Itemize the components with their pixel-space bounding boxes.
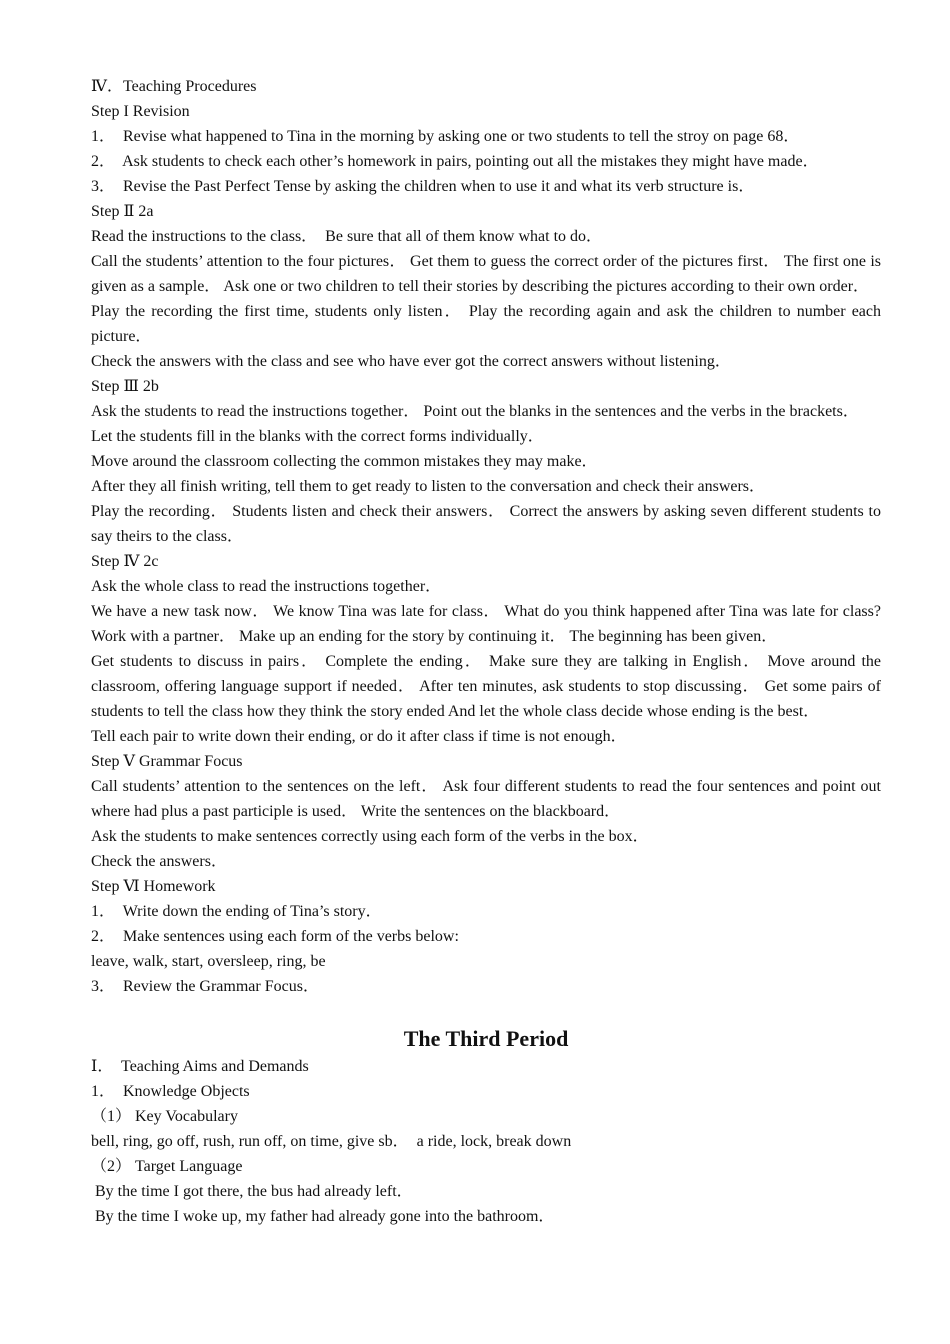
revision-item-1: 1． Revise what happened to Tina in the morning by asking one or two students to tell the stroy on page 68． <box>91 128 800 145</box>
text-line: Tell each pair to write down their ending, or do it after class if time is not enough． <box>91 728 627 745</box>
homework-item-1: 1． Write down the ending of Tina’s story． <box>91 903 382 920</box>
step-2-heading: Step Ⅱ 2a <box>91 203 154 220</box>
example-sentence: By the time I got there, the bus had already left． <box>91 1183 413 1200</box>
paragraph: Play the recording the first time, students only listen． Play the recording again and ask the children to number each picture． <box>91 303 881 345</box>
key-vocabulary-heading: （1） Key Vocabulary <box>91 1108 238 1125</box>
text-line: Ask the whole class to read the instructions together． <box>91 578 442 595</box>
verb-list: leave, walk, start, oversleep, ring, be <box>91 953 326 970</box>
vocabulary-list: bell, ring, go off, rush, run off, on time, give sb． a ride, lock, break down <box>91 1133 572 1150</box>
paragraph: Play the recording． Students listen and check their answers． Correct the answers by asking seven different students to say theirs to the class． <box>91 503 881 545</box>
paragraph: We have a new task now． We know Tina was late for class． What do you think happened after Tina was late for class?Work with a partner． Make up an ending for the story by continuing it． The beginning has been given． <box>91 603 881 645</box>
knowledge-objects: 1． Knowledge Objects <box>91 1083 250 1100</box>
step-4-heading: Step Ⅳ 2c <box>91 553 159 570</box>
section-title: The Third Period <box>403 1026 569 1051</box>
paragraph: Get students to discuss in pairs． Complete the ending． Make sure they are talking in English． Move around the classroom, offering language support if needed． After ten minutes, ask students to stop discussing． Get some pairs of students to tell the class how they think the story ended And let the whole class decide whose ending is the best． <box>91 653 881 720</box>
paragraph: Call the students’ attention to the four pictures． Get them to guess the correct order of the pictures first． The first one is given as a sample． Ask one or two children to tell their stories by describing the pictures according to their own order． <box>91 253 882 295</box>
text-line: Check the answers． <box>91 853 227 870</box>
document-page <box>91 74 881 1229</box>
paragraph: Call students’ attention to the sentences on the left． Ask four different students to read the four sentences and point out where had plus a past participle is used． Write the sentences on the blackboard． <box>91 778 881 820</box>
homework-item-2: 2． Make sentences using each form of the verbs below: <box>91 928 459 945</box>
step-6-heading: Step Ⅵ Homework <box>91 878 216 895</box>
text-line: Check the answers with the class and see who have ever got the correct answers without listening． <box>91 353 731 370</box>
heading-teaching-procedures: Ⅳ．Teaching Procedures <box>91 78 257 95</box>
target-language-heading: （2） Target Language <box>91 1158 243 1175</box>
text-line: After they all finish writing, tell them to get ready to listen to the conversation and check their answers． <box>91 478 766 495</box>
revision-item-3: 3． Revise the Past Perfect Tense by asking the children when to use it and what its verb structure is． <box>91 178 755 195</box>
step-5-heading: Step Ⅴ Grammar Focus <box>91 753 243 770</box>
paragraph: Ask the students to read the instructions together． Point out the blanks in the sentences and the verbs in the brackets． <box>91 403 859 420</box>
revision-item-2: 2． Ask students to check each other’s homework in pairs, pointing out all the mistakes they might have made． <box>91 153 819 170</box>
example-sentence: By the time I woke up, my father had already gone into the bathroom． <box>91 1208 555 1225</box>
text-line: Move around the classroom collecting the common mistakes they may make． <box>91 453 598 470</box>
text-line: Ask the students to make sentences correctly using each form of the verbs in the box． <box>91 828 649 845</box>
step-1-heading: Step I Revision <box>91 103 190 120</box>
aims-heading: Ⅰ． Teaching Aims and Demands <box>91 1058 309 1075</box>
step-3-heading: Step Ⅲ 2b <box>91 378 159 395</box>
text-line: Let the students fill in the blanks with the correct forms individually． <box>91 428 544 445</box>
text-line: Read the instructions to the class． Be sure that all of them know what to do． <box>91 228 603 245</box>
homework-item-3: 3． Review the Grammar Focus． <box>91 978 319 995</box>
